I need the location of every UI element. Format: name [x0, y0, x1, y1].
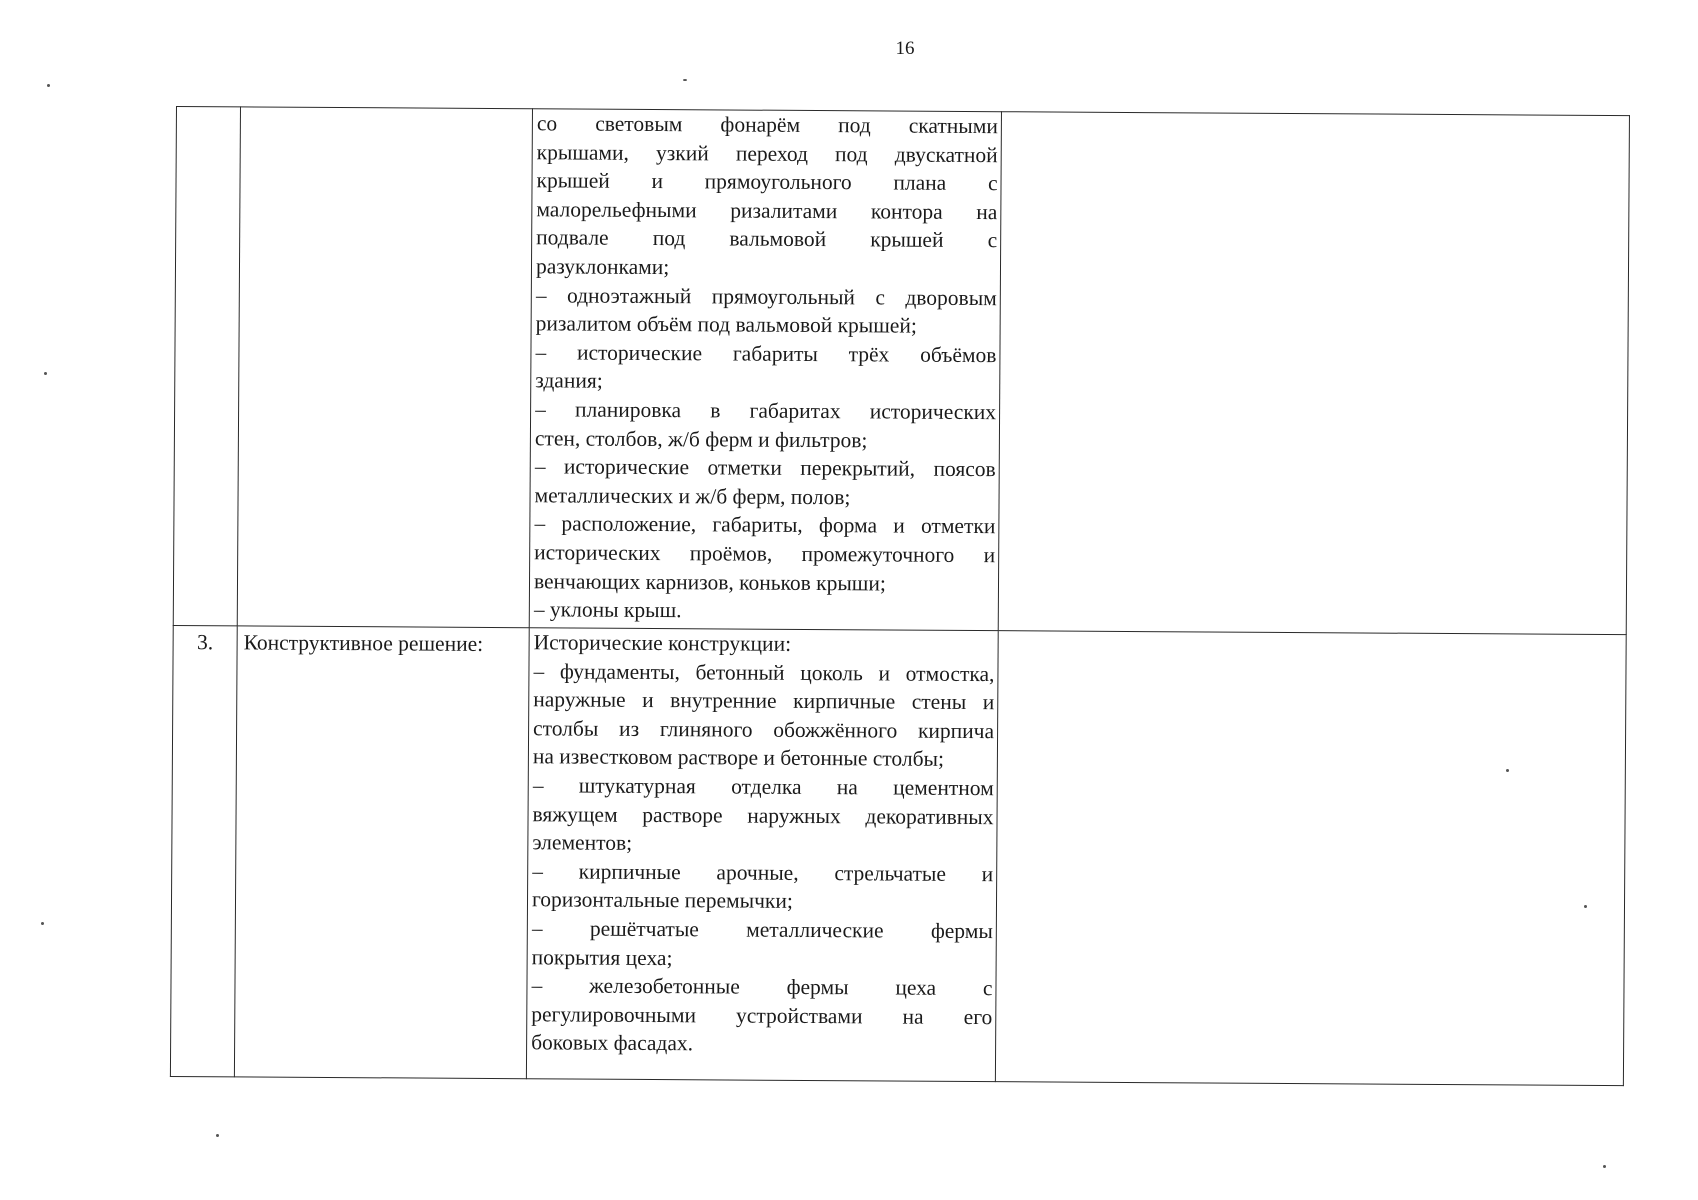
description-line: вяжущем растворе наружных декоративных [532, 801, 994, 829]
description-line: ризалитом объём под вальмовой крышей; [535, 311, 917, 338]
scan-speck [1603, 1165, 1606, 1168]
description-line: подвале под вальмовой крышей с [536, 225, 998, 253]
description-line: разуклонками; [535, 254, 670, 280]
description-line: – железобетонные фермы цеха с [531, 973, 993, 1001]
description-line: – расположение, габариты, форма и отметки [534, 511, 996, 539]
description-line: – штукатурная отделка на цементном [532, 773, 994, 801]
heritage-object-table [170, 106, 1630, 1086]
table-row [170, 625, 1626, 1085]
description-text [531, 628, 995, 1060]
description-line: на известковом растворе и бетонные столбы; [532, 744, 945, 772]
description-line: Исторические конструкции: [533, 630, 792, 656]
table-row [173, 107, 1629, 635]
description-line: – кирпичные арочные, стрельчатые и [532, 859, 994, 886]
description-line: – уклоны крыш. [533, 597, 682, 623]
description-line: боковых фасадах. [531, 1030, 694, 1056]
description-line: покрытия цеха; [531, 944, 673, 970]
description-line: исторических проёмов, промежуточного и [534, 540, 996, 568]
description-text [534, 109, 998, 627]
description-line: – фундаменты, бетонный цоколь и отмостка, [533, 658, 995, 686]
description-line: со световым фонарём под скатными [536, 111, 998, 139]
empty-cell [998, 112, 1629, 635]
description-line: металлических и ж/б ферм, полов; [534, 482, 851, 509]
scan-speck [216, 1134, 219, 1137]
scan-speck [683, 79, 687, 81]
empty-cell [995, 631, 1626, 1086]
scan-speck [41, 922, 44, 925]
row-description-cell [526, 628, 998, 1082]
description-line: горизонтальные перемычки; [531, 887, 793, 914]
description-line: крышами, узкий переход под двускатной [536, 139, 998, 167]
scan-speck [47, 84, 50, 87]
description-line: – одноэтажный прямоугольный с дворовым [535, 282, 997, 310]
row-description-cell [529, 109, 1001, 631]
row-name-cell: Конструктивное решение: [234, 626, 529, 1079]
description-line: – планировка в габаритах исторических [535, 397, 997, 425]
description-line: элементов; [532, 830, 633, 856]
description-line: стен, столбов, ж/б ферм и фильтров; [534, 425, 868, 452]
description-line: – исторические отметки перекрытий, поясов [534, 454, 996, 482]
scan-speck [1584, 905, 1587, 908]
description-line: регулировочными устройствами на его [531, 1001, 993, 1029]
description-line: – решётчатые металлические фермы [531, 916, 993, 944]
description-line: малорельефными ризалитами контора на [536, 197, 998, 224]
row-number-cell: 3. [170, 625, 237, 1076]
description-line: наружные и внутренние кирпичные стены и [533, 687, 995, 715]
row-number-cell [173, 107, 240, 626]
description-line: – исторические габариты трёх объёмов [535, 340, 997, 367]
scan-speck [44, 372, 47, 375]
page-number: 16 [895, 38, 915, 59]
row-name-cell [237, 107, 532, 628]
description-line: крышей и прямоугольного плана с [536, 168, 998, 196]
description-line: столбы из глиняного обожжённого кирпича [533, 716, 995, 743]
description-line: здания; [535, 368, 603, 394]
scan-speck [1506, 769, 1509, 772]
description-line: венчающих карнизов, коньков крыши; [533, 568, 886, 595]
